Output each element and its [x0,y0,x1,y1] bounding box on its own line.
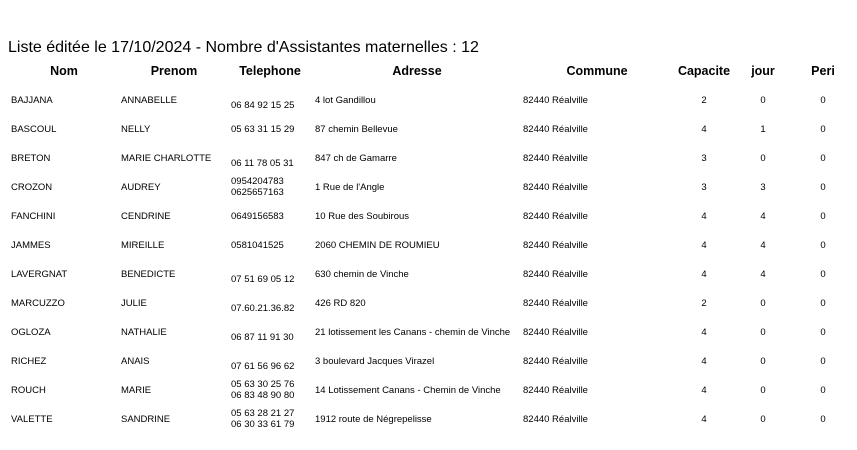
table-row [0,117,857,146]
cell-capacite: 3 [701,182,707,193]
header-prenom: Prenom [150,64,198,78]
cell-peri: 0 [820,269,826,280]
cell-nom: RICHEZ [11,356,47,367]
table-row [0,146,857,175]
cell-peri: 0 [820,327,826,338]
table-row [0,262,857,291]
cell-prenom: BENEDICTE [121,269,176,280]
phone-number: 0581041525 [231,240,284,251]
cell-peri: 0 [820,414,826,425]
cell-jour: 0 [760,385,766,396]
cell-peri: 0 [820,124,826,135]
phone-number: 05 63 28 21 27 [231,408,295,419]
cell-telephone [231,211,284,222]
cell-jour: 0 [760,298,766,309]
cell-jour: 0 [760,95,766,106]
cell-peri: 0 [820,182,826,193]
phone-number: 06 87 11 91 30 [231,332,294,343]
cell-jour: 4 [760,269,766,280]
cell-commune: 82440 Réalville [523,95,588,106]
cell-commune: 82440 Réalville [523,182,588,193]
cell-nom: JAMMES [11,240,51,251]
cell-telephone [231,332,294,343]
phone-number: 07 51 69 05 12 [231,274,295,285]
table-row [0,204,857,233]
cell-nom: FANCHINI [11,211,56,222]
cell-jour: 0 [760,153,766,164]
cell-jour: 0 [760,327,766,338]
cell-prenom: AUDREY [121,182,161,193]
header-adresse: Adresse [392,64,442,78]
cell-peri: 0 [820,298,826,309]
cell-jour: 0 [760,356,766,367]
cell-adresse: 1 Rue de l'Angle [315,182,385,193]
cell-prenom: SANDRINE [121,414,171,425]
cell-telephone [231,240,284,251]
cell-telephone [231,158,294,169]
table-row [0,88,857,117]
cell-nom: MARCUZZO [11,298,65,309]
cell-peri: 0 [820,153,826,164]
cell-commune: 82440 Réalville [523,124,588,135]
cell-capacite: 4 [701,356,707,367]
phone-number: 05 63 30 25 76 [231,379,295,390]
header-commune: Commune [566,64,628,78]
cell-peri: 0 [820,211,826,222]
cell-capacite: 2 [701,95,707,106]
table-row [0,378,857,407]
cell-nom: ROUCH [11,385,46,396]
cell-telephone [231,176,284,198]
phone-number: 06 11 78 05 31 [231,158,294,169]
phone-number: 06 84 92 15 25 [231,100,295,111]
cell-nom: VALETTE [11,414,53,425]
table-row [0,175,857,204]
cell-nom: CROZON [11,182,53,193]
phone-number: 07.60.21.36.82 [231,303,295,314]
header-nom: Nom [50,64,78,78]
cell-nom: LAVERGNAT [11,269,68,280]
cell-commune: 82440 Réalville [523,298,588,309]
cell-commune: 82440 Réalville [523,356,588,367]
cell-prenom: NELLY [121,124,151,135]
cell-commune: 82440 Réalville [523,414,588,425]
cell-capacite: 4 [701,327,707,338]
cell-prenom: MARIE [121,385,152,396]
cell-jour: 3 [760,182,766,193]
cell-adresse: 3 boulevard Jacques Virazel [315,356,435,367]
cell-nom: BAJJANA [11,95,53,106]
cell-prenom: CENDRINE [121,211,171,222]
cell-capacite: 4 [701,269,707,280]
cell-jour: 1 [760,124,766,135]
cell-jour: 4 [760,211,766,222]
header-peri: Peri [811,64,835,78]
cell-telephone [231,124,294,135]
cell-peri: 0 [820,95,826,106]
cell-nom: BASCOUL [11,124,57,135]
header-jour: jour [751,64,775,78]
cell-telephone [231,274,294,285]
cell-telephone [231,408,294,430]
cell-commune: 82440 Réalville [523,153,588,164]
cell-adresse: 10 Rue des Soubirous [315,211,410,222]
cell-nom: BRETON [11,153,51,164]
cell-telephone [231,100,294,111]
cell-adresse: 14 Lotissement Canans - Chemin de Vinche [315,385,501,396]
table-row [0,349,857,378]
phone-number: 05 63 31 15 29 [231,124,295,135]
cell-telephone [231,379,294,401]
cell-adresse: 630 chemin de Vinche [315,269,409,280]
cell-commune: 82440 Réalville [523,240,588,251]
cell-commune: 82440 Réalville [523,327,588,338]
table-row [0,233,857,262]
cell-telephone [231,303,294,314]
page-title: Liste éditée le 17/10/2024 - Nombre d'Assistantes maternelles : 12 [8,39,479,56]
cell-adresse: 1912 route de Négrepelisse [315,414,432,425]
phone-number: 07 61 56 96 62 [231,361,295,372]
table-row [0,291,857,320]
cell-prenom: MIREILLE [121,240,165,251]
cell-capacite: 2 [701,298,707,309]
table-row [0,407,857,436]
cell-adresse: 87 chemin Bellevue [315,124,398,135]
cell-capacite: 4 [701,385,707,396]
cell-adresse: 847 ch de Gamarre [315,153,397,164]
cell-adresse: 21 lotissement les Canans - chemin de Vinche [315,327,511,338]
cell-commune: 82440 Réalville [523,211,588,222]
cell-telephone [231,361,294,372]
cell-peri: 0 [820,356,826,367]
cell-capacite: 3 [701,153,707,164]
cell-prenom: JULIE [121,298,147,309]
cell-capacite: 4 [701,124,707,135]
cell-nom: OGLOZA [11,327,51,338]
cell-prenom: ANAIS [121,356,150,367]
cell-adresse: 2060 CHEMIN DE ROUMIEU [315,240,440,251]
header-capacite: Capacite [677,64,731,78]
header-telephone: Telephone [239,64,301,78]
cell-adresse: 426 RD 820 [315,298,366,309]
cell-prenom: MARIE CHARLOTTE [121,153,212,164]
cell-commune: 82440 Réalville [523,385,588,396]
cell-peri: 0 [820,385,826,396]
cell-jour: 4 [760,240,766,251]
cell-adresse: 4 lot Gandillou [315,95,376,106]
phone-number: 0954204783 [231,176,284,187]
cell-peri: 0 [820,240,826,251]
phone-number-secondary: 06 30 33 61 79 [231,419,295,430]
cell-capacite: 4 [701,211,707,222]
cell-commune: 82440 Réalville [523,269,588,280]
cell-capacite: 4 [701,240,707,251]
cell-prenom: ANNABELLE [121,95,177,106]
cell-capacite: 4 [701,414,707,425]
phone-number-secondary: 06 83 48 90 80 [231,390,295,401]
cell-prenom: NATHALIE [121,327,167,338]
phone-number-secondary: 0625657163 [231,187,284,198]
cell-jour: 0 [760,414,766,425]
table-row [0,320,857,349]
phone-number: 0649156583 [231,211,284,222]
